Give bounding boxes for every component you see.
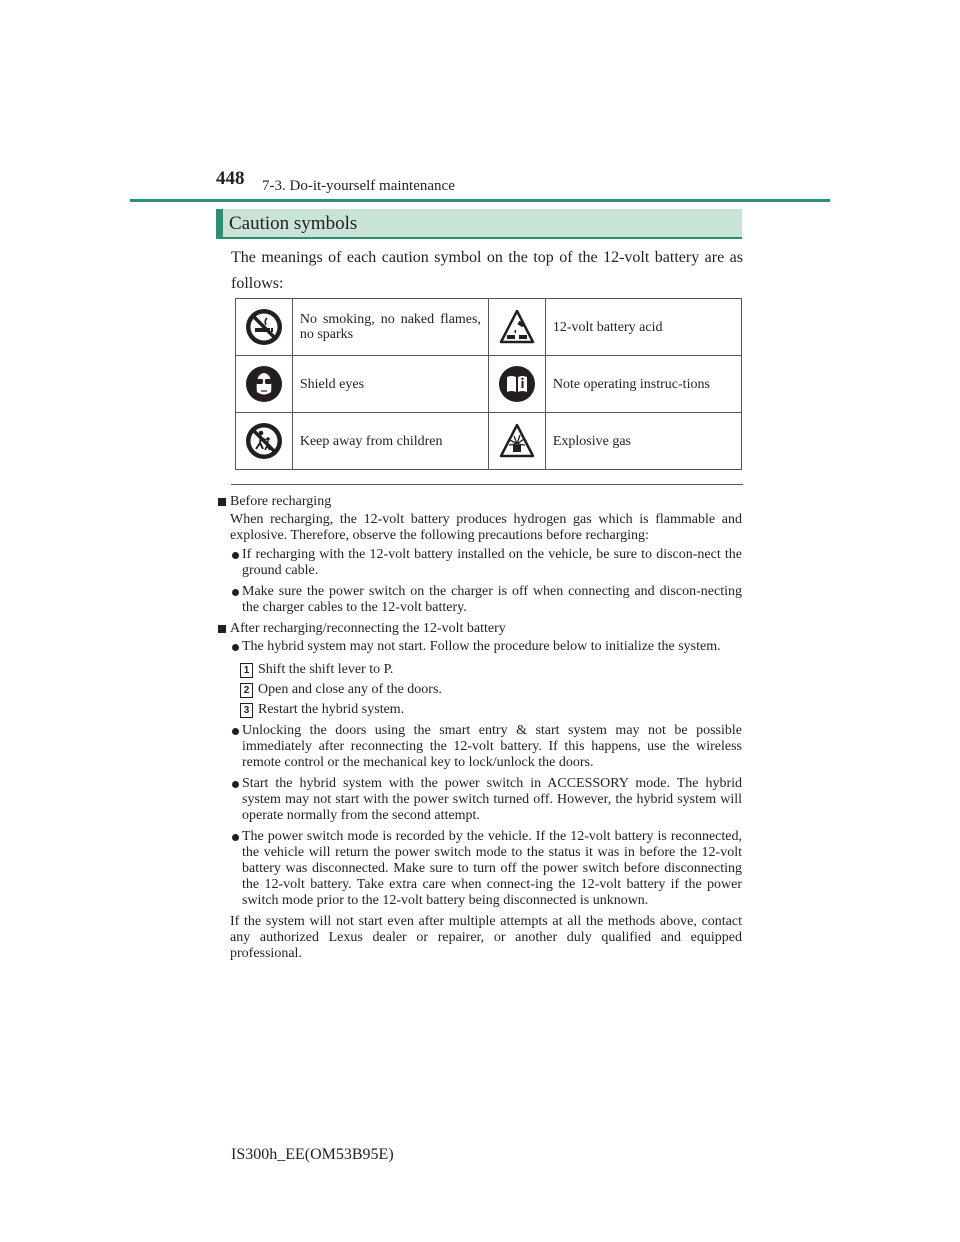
list-item: Make sure the power switch on the charger is off when connecting and discon-necting the charger cables to the 12-volt battery.: [216, 584, 742, 616]
step-number: 3: [240, 703, 253, 718]
shield-eyes-icon: [246, 366, 282, 402]
header-rule: [130, 199, 830, 202]
symbol-label: Keep away from children: [299, 433, 443, 449]
operating-instructions-icon: [499, 366, 535, 402]
list-item: If recharging with the 12-volt battery installed on the vehicle, be sure to discon-nect the ground cable.: [216, 547, 742, 579]
section-title: 7-3. Do-it-yourself maintenance: [262, 178, 455, 194]
list-item: The hybrid system may not start. Follow the procedure below to initialize the system.: [216, 639, 742, 655]
list-item: Unlocking the doors using the smart entry & start system may not be possible immediately after reconnecting the 12-volt battery. If this happens, use the wireless remote control or the mechanical key to lock/unlock the doors.: [216, 723, 742, 771]
after-recharging-heading: After recharging/reconnecting the 12-volt battery: [216, 621, 742, 637]
step-text: Shift the shift lever to P.: [258, 662, 394, 677]
symbol-label: No smoking, no naked flames, no sparks: [299, 312, 481, 342]
symbol-label: Shield eyes: [299, 376, 365, 392]
caution-heading-bar: [216, 209, 742, 239]
heading-accent-stripe: [216, 209, 223, 239]
no-smoking-icon: [246, 309, 282, 345]
before-recharging-text: When recharging, the 12-volt battery produces hydrogen gas which is flammable and explosive. Therefore, observe the following precautions before recharging:: [230, 512, 742, 543]
symbol-label: Explosive gas: [552, 433, 631, 449]
symbol-label: 12-volt battery acid: [552, 319, 663, 335]
symbol-row: [236, 413, 742, 470]
procedure-step: [216, 660, 742, 680]
step-text: Restart the hybrid system.: [258, 702, 405, 717]
caution-intro: The meanings of each caution symbol on the top of the 12-volt battery are as follows:: [231, 249, 743, 292]
procedure-step: [216, 680, 742, 700]
explosive-gas-icon: [499, 423, 535, 459]
before-recharging-heading: Before recharging: [216, 494, 742, 510]
heading-underline: [216, 237, 742, 239]
step-text: Open and close any of the doors.: [258, 682, 442, 697]
manual-code: IS300h_EE(OM53B95E): [231, 1146, 394, 1163]
procedure-step: [216, 700, 742, 720]
symbol-label: Note operating instruc-tions: [552, 376, 710, 392]
list-item: The power switch mode is recorded by the vehicle. If the 12-volt battery is reconnected, the vehicle will return the power switch mode to the status it was in before the 12-volt battery was disconnected. Make sure to turn off the power switch before disconnecting the 12-volt battery. Take extra care when connect-ing the 12-volt battery if the power switch mode prior to the 12-volt battery being disconnected is unknown.: [216, 829, 742, 909]
symbol-row: [236, 356, 742, 413]
battery-acid-icon: [499, 309, 535, 345]
section-divider: [231, 484, 743, 485]
keep-away-children-icon: [246, 423, 282, 459]
page-number: 448: [216, 168, 245, 189]
step-number: 1: [240, 663, 253, 678]
maintenance-notes: [216, 494, 742, 962]
list-item: Start the hybrid system with the power switch in ACCESSORY mode. The hybrid system may not start with the power switch turned off. However, the hybrid system will operate normally from the second attempt.: [216, 776, 742, 824]
closing-text: If the system will not start even after multiple attempts at all the methods above, contact any authorized Lexus dealer or repairer, or another duly qualified and equipped professional.: [230, 914, 742, 961]
caution-heading: Caution symbols: [229, 213, 358, 234]
caution-symbol-table: [235, 298, 742, 470]
step-number: 2: [240, 683, 253, 698]
symbol-row: [236, 299, 742, 356]
